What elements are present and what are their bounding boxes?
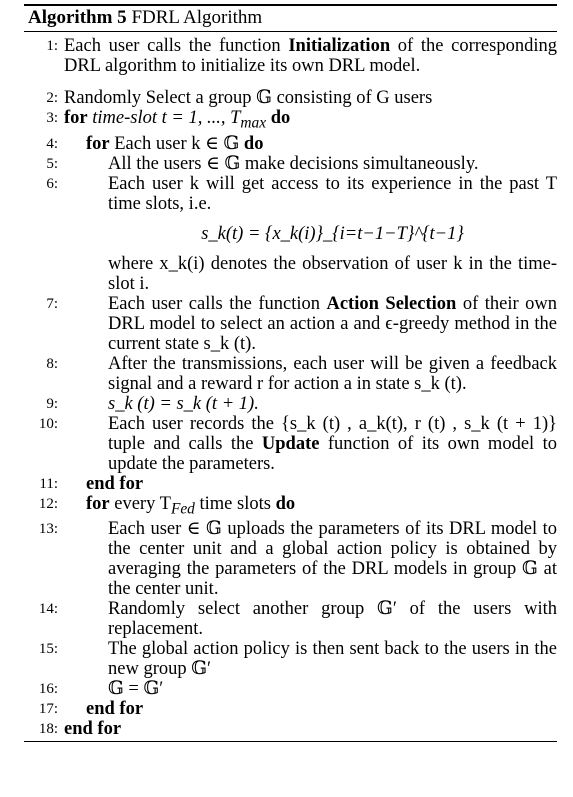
line-number: 8:	[46, 355, 58, 372]
step-10	[24, 414, 557, 474]
step-18	[24, 719, 557, 739]
line-number: 12:	[38, 495, 58, 512]
keyword-for: for	[64, 108, 88, 128]
line-number: 5:	[46, 155, 58, 172]
step-text: 𝔾 = 𝔾′	[108, 679, 164, 700]
step-text: Each user calls the function	[108, 293, 327, 314]
subscript: max	[240, 114, 267, 132]
step-text: function of its own model to update the parameters.	[108, 433, 557, 474]
algorithm-label: Algorithm 5	[28, 7, 127, 28]
step-11	[24, 474, 557, 494]
line-number: 7:	[46, 295, 58, 312]
subscript: Fed	[170, 500, 195, 518]
step-text: Each user records the {s_k (t) , a_k(t), r (t) , s_k (t + 1)} tuple and calls the	[108, 413, 557, 454]
keyword-end-for: end for	[86, 699, 144, 720]
step-text: every T	[109, 493, 171, 514]
step-13	[24, 519, 557, 599]
keyword-for: for	[86, 493, 110, 514]
function-name: Initialization	[288, 36, 391, 56]
step-text: Each user k will get access to its experience in the past T time slots, i.e.	[108, 173, 557, 214]
step-17	[24, 699, 557, 719]
line-number: 18:	[38, 721, 58, 738]
step-text: where x_k(i) denotes the observation of user k in the time-slot i.	[108, 253, 557, 294]
line-number: 6:	[46, 175, 58, 192]
algorithm-name: FDRL Algorithm	[131, 7, 263, 28]
step-5	[24, 154, 557, 174]
step-14	[24, 599, 557, 639]
line-number: 17:	[38, 701, 58, 718]
step-15	[24, 639, 557, 679]
step-6	[24, 174, 557, 214]
line-number: 15:	[38, 641, 58, 658]
step-text: Randomly select another group 𝔾′ of the users with replacement.	[108, 599, 557, 640]
line-number: 3:	[46, 110, 58, 126]
step-8	[24, 354, 557, 394]
function-name: Update	[261, 433, 320, 454]
keyword-do: do	[243, 133, 264, 154]
step-text: time slots	[194, 493, 276, 514]
step-7	[24, 294, 557, 354]
keyword-do: do	[266, 108, 291, 128]
keyword-end-for: end for	[86, 473, 144, 494]
step-text: s_k (t) = s_k (t + 1).	[108, 393, 259, 414]
line-number: 4:	[46, 135, 58, 152]
line-number: 11:	[39, 475, 58, 492]
experience-equation: s_k(t) = {x_k(i)}_{i=t−1−T}^{t−1}	[201, 223, 464, 244]
step-text: of their own DRL model to select an action a and ϵ-greedy method in the current state s_k (t).	[108, 293, 558, 354]
step-text: time-slot t = 1, ..., T	[87, 108, 241, 128]
algorithm-block	[24, 4, 557, 742]
step-3	[24, 108, 557, 134]
step-16	[24, 679, 557, 699]
step-6-continued	[24, 254, 557, 294]
step-text: Each user k ∈ 𝔾	[109, 133, 244, 154]
step-text: Each user ∈ 𝔾 uploads the parameters of its DRL model to the center unit and a global action policy is obtained by averaging the parameters of the DRL models in group 𝔾 at the center unit.	[108, 519, 557, 600]
keyword-end-for: end for	[64, 719, 122, 740]
step-9	[24, 394, 557, 414]
line-number: 10:	[38, 415, 58, 432]
algorithm-body	[24, 32, 557, 741]
bottom-rule	[24, 741, 557, 742]
line-number: 16:	[38, 681, 58, 698]
line-number: 2:	[46, 90, 58, 106]
step-4	[24, 134, 557, 154]
keyword-do: do	[275, 493, 296, 514]
line-number: 13:	[38, 521, 58, 538]
step-1	[24, 36, 557, 76]
step-text: All the users ∈ 𝔾 make decisions simultaneously.	[108, 153, 479, 174]
line-number: 14:	[38, 601, 58, 618]
step-12	[24, 494, 557, 520]
step-text: After the transmissions, each user will be given a feedback signal and a reward r for action a in state s_k (t).	[108, 353, 557, 394]
keyword-for: for	[86, 133, 110, 154]
line-number: 1:	[46, 38, 58, 54]
function-name: Action Selection	[326, 293, 457, 314]
line-number: 9:	[46, 395, 58, 412]
step-text: Randomly Select a group 𝔾 consisting of G users	[64, 88, 433, 108]
step-text: Each user calls the function	[64, 36, 289, 56]
step-2	[24, 88, 557, 108]
step-text: of the corresponding DRL algorithm to initialize its own DRL model.	[64, 36, 557, 76]
step-text: The global action policy is then sent back to the users in the new group 𝔾′	[108, 639, 557, 680]
algorithm-title	[24, 6, 557, 31]
